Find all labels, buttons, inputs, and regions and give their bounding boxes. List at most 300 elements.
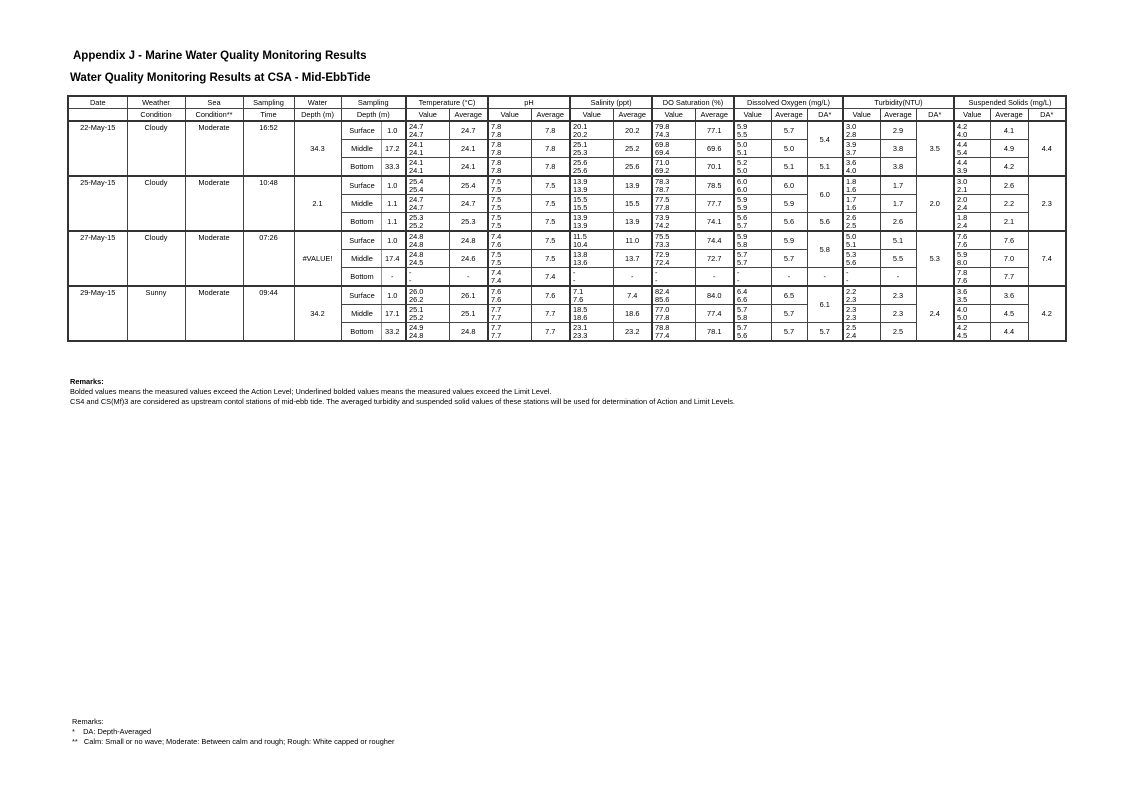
ph-values	[488, 250, 531, 268]
value-reading: 15.5	[573, 202, 588, 212]
temperature-values	[406, 158, 449, 177]
value-reading: 2.5	[846, 322, 857, 332]
value-reading: 75.5	[655, 231, 670, 241]
table-row	[68, 176, 1066, 195]
sampling-level-cell: Middle	[341, 305, 381, 323]
value-reading: 26.2	[409, 294, 424, 304]
value-reading: 5.9	[737, 121, 748, 131]
weather-cell: Cloudy	[127, 121, 185, 176]
header-cell: Depth (m)	[294, 109, 341, 122]
do-saturation-values	[652, 140, 695, 158]
ph-values	[488, 305, 531, 323]
value-reading: 23.1	[573, 322, 588, 332]
value-reading: 5.8	[737, 239, 748, 249]
water-depth-cell: 34.3	[294, 121, 341, 176]
header-cell: Value	[406, 109, 449, 122]
turbidity-average: 3.8	[880, 140, 916, 158]
dissolved-oxygen-values	[734, 231, 771, 250]
sampling-time-cell: 16:52	[243, 121, 294, 176]
water-depth-cell: #VALUE!	[294, 231, 341, 286]
value-reading: 24.7	[409, 202, 424, 212]
salinity-values	[570, 305, 613, 323]
turbidity-average: 2.3	[880, 286, 916, 305]
salinity-values	[570, 268, 613, 287]
temperature-values	[406, 286, 449, 305]
value-reading: 71.0	[655, 157, 670, 167]
do-saturation-values	[652, 305, 695, 323]
date-cell: 25-May-15	[68, 176, 127, 231]
value-reading: 1.6	[846, 202, 857, 212]
turbidity-da: 3.5	[916, 121, 954, 176]
sampling-depth-cell: 1.0	[381, 286, 406, 305]
suspended-solids-average: 4.5	[990, 305, 1028, 323]
sampling-time-cell: 07:26	[243, 231, 294, 286]
do-saturation-average: 77.4	[695, 305, 734, 323]
turbidity-da: 5.3	[916, 231, 954, 286]
temperature-values	[406, 323, 449, 342]
ph-average: 7.5	[531, 176, 570, 195]
turbidity-values	[843, 176, 880, 195]
footnote-line: ** Calm: Small or no wave; Moderate: Between calm and rough; Rough: White capped or rougher	[72, 736, 395, 746]
suspended-solids-average: 4.2	[990, 158, 1028, 177]
value-reading: 7.8	[491, 129, 502, 139]
weather-cell: Cloudy	[127, 231, 185, 286]
sampling-depth-cell: -	[381, 268, 406, 287]
value-reading: 18.6	[573, 312, 588, 322]
temperature-values	[406, 231, 449, 250]
turbidity-values	[843, 286, 880, 305]
value-reading: 11.5	[573, 231, 587, 241]
sampling-depth-cell: 1.0	[381, 176, 406, 195]
sampling-level-cell: Bottom	[341, 213, 381, 232]
temperature-values	[406, 176, 449, 195]
value-reading: 2.2	[846, 286, 857, 296]
do-saturation-values	[652, 286, 695, 305]
header-cell: DA*	[1028, 109, 1066, 122]
date-cell: 22-May-15	[68, 121, 127, 176]
value-reading: 78.7	[655, 184, 670, 194]
dissolved-oxygen-values	[734, 268, 771, 287]
suspended-solids-da: 4.4	[1028, 121, 1066, 176]
sampling-depth-cell: 33.2	[381, 323, 406, 342]
salinity-average: 25.2	[613, 140, 652, 158]
header-row-2	[68, 109, 1066, 122]
header-cell: Dissolved Oxygen (mg/L)	[734, 96, 843, 109]
header-cell: Average	[880, 109, 916, 122]
value-reading: 24.1	[409, 157, 424, 167]
turbidity-values	[843, 195, 880, 213]
value-reading: -	[655, 275, 658, 285]
value-reading: 7.8	[491, 139, 502, 149]
value-reading: 2.3	[846, 304, 857, 314]
header-cell: Value	[488, 109, 531, 122]
do-saturation-average: -	[695, 268, 734, 287]
header-cell: DA*	[916, 109, 954, 122]
value-reading: 7.5	[491, 257, 502, 267]
value-reading: 24.5	[409, 257, 424, 267]
suspended-solids-average: 7.0	[990, 250, 1028, 268]
suspended-solids-values	[954, 305, 990, 323]
salinity-average: 13.9	[613, 176, 652, 195]
header-cell: Average	[531, 109, 570, 122]
ph-values	[488, 213, 531, 232]
value-reading: 10.4	[573, 239, 588, 249]
value-reading: 7.7	[491, 330, 502, 340]
ph-average: 7.5	[531, 213, 570, 232]
value-reading: 4.2	[957, 121, 968, 131]
suspended-solids-average: 2.1	[990, 213, 1028, 232]
value-reading: 24.1	[409, 165, 424, 175]
salinity-average: -	[613, 268, 652, 287]
value-reading: 6.0	[737, 176, 748, 186]
salinity-values	[570, 250, 613, 268]
suspended-solids-da: 7.4	[1028, 231, 1066, 286]
value-reading: 7.4	[491, 231, 502, 241]
temperature-average: 25.4	[449, 176, 488, 195]
value-reading: 85.6	[655, 294, 670, 304]
sampling-depth-cell: 1.0	[381, 121, 406, 140]
value-reading: 4.0	[957, 129, 968, 139]
value-reading: 69.2	[655, 165, 670, 175]
header-cell: Average	[771, 109, 807, 122]
turbidity-values	[843, 231, 880, 250]
value-reading: 77.8	[655, 202, 670, 212]
turbidity-values	[843, 140, 880, 158]
turbidity-values	[843, 268, 880, 287]
value-reading: 7.5	[491, 184, 502, 194]
suspended-solids-average: 4.4	[990, 323, 1028, 342]
dissolved-oxygen-values	[734, 140, 771, 158]
date-cell: 29-May-15	[68, 286, 127, 341]
turbidity-average: 5.5	[880, 250, 916, 268]
footnote-block	[72, 717, 394, 747]
do-saturation-average: 69.6	[695, 140, 734, 158]
value-reading: 18.5	[573, 304, 588, 314]
value-reading: 7.6	[491, 286, 502, 296]
dissolved-oxygen-da-bottom: -	[807, 268, 843, 287]
dissolved-oxygen-da-bottom: 5.7	[807, 323, 843, 342]
value-reading: 72.9	[655, 249, 670, 259]
value-reading: 25.1	[573, 139, 588, 149]
salinity-values	[570, 323, 613, 342]
do-saturation-values	[652, 176, 695, 195]
value-reading: 3.9	[846, 139, 857, 149]
turbidity-average: 2.9	[880, 121, 916, 140]
value-reading: 4.0	[846, 165, 857, 175]
value-reading: 24.1	[409, 147, 424, 157]
value-reading: 77.5	[655, 194, 670, 204]
salinity-values	[570, 176, 613, 195]
temperature-values	[406, 213, 449, 232]
sampling-depth-cell: 17.2	[381, 140, 406, 158]
header-cell: Sampling	[341, 96, 406, 109]
sampling-level-cell: Bottom	[341, 158, 381, 177]
value-reading: 7.6	[957, 275, 968, 285]
ph-average: 7.7	[531, 323, 570, 342]
value-reading: 7.5	[491, 194, 502, 204]
value-reading: 5.6	[737, 330, 748, 340]
value-reading: 5.1	[737, 147, 748, 157]
dissolved-oxygen-values	[734, 305, 771, 323]
header-cell: Suspended Solids (mg/L)	[954, 96, 1066, 109]
sea-condition-cell: Moderate	[185, 121, 243, 176]
temperature-average: 24.6	[449, 250, 488, 268]
value-reading: 15.5	[573, 194, 588, 204]
dissolved-oxygen-average: -	[771, 268, 807, 287]
ph-average: 7.8	[531, 140, 570, 158]
sampling-time-cell: 09:44	[243, 286, 294, 341]
value-reading: 3.7	[846, 147, 857, 157]
value-reading: 73.9	[655, 212, 670, 222]
value-reading: 69.4	[655, 147, 670, 157]
value-reading: 2.4	[846, 330, 857, 340]
value-reading: -	[737, 267, 740, 277]
value-reading: 7.5	[491, 202, 502, 212]
suspended-solids-average: 4.1	[990, 121, 1028, 140]
sea-condition-cell: Moderate	[185, 231, 243, 286]
salinity-average: 7.4	[613, 286, 652, 305]
weather-cell: Cloudy	[127, 176, 185, 231]
page-title: Appendix J - Marine Water Quality Monitoring Results	[73, 50, 367, 62]
turbidity-values	[843, 213, 880, 232]
turbidity-values	[843, 121, 880, 140]
dissolved-oxygen-da: 6.1	[807, 286, 843, 323]
remarks-heading: Remarks:	[70, 377, 104, 386]
ph-values	[488, 195, 531, 213]
value-reading: 2.4	[957, 202, 968, 212]
salinity-average: 18.6	[613, 305, 652, 323]
dissolved-oxygen-values	[734, 286, 771, 305]
value-reading: 7.5	[491, 212, 502, 222]
suspended-solids-values	[954, 213, 990, 232]
turbidity-average: -	[880, 268, 916, 287]
value-reading: 5.7	[737, 257, 748, 267]
do-saturation-values	[652, 268, 695, 287]
value-reading: 7.8	[491, 147, 502, 157]
value-reading: 7.8	[491, 157, 502, 167]
suspended-solids-values	[954, 140, 990, 158]
value-reading: -	[846, 267, 849, 277]
header-cell: Value	[570, 109, 613, 122]
value-reading: 5.7	[737, 322, 748, 332]
sampling-level-cell: Bottom	[341, 323, 381, 342]
suspended-solids-values	[954, 323, 990, 342]
dissolved-oxygen-average: 5.9	[771, 231, 807, 250]
salinity-average: 13.7	[613, 250, 652, 268]
value-reading: 79.8	[655, 121, 670, 131]
salinity-values	[570, 286, 613, 305]
header-cell: Salinity (ppt)	[570, 96, 652, 109]
value-reading: 6.0	[737, 184, 748, 194]
suspended-solids-average: 7.7	[990, 268, 1028, 287]
value-reading: 25.3	[573, 147, 588, 157]
value-reading: 3.6	[957, 286, 968, 296]
value-reading: 7.7	[491, 312, 502, 322]
value-reading: 5.1	[846, 239, 857, 249]
sampling-level-cell: Surface	[341, 121, 381, 140]
dissolved-oxygen-average: 5.9	[771, 195, 807, 213]
dissolved-oxygen-average: 5.1	[771, 158, 807, 177]
suspended-solids-values	[954, 250, 990, 268]
ph-average: 7.5	[531, 195, 570, 213]
salinity-values	[570, 231, 613, 250]
header-cell: Average	[449, 109, 488, 122]
value-reading: 69.8	[655, 139, 670, 149]
sampling-depth-cell: 1.1	[381, 195, 406, 213]
value-reading: 7.8	[491, 165, 502, 175]
ph-values	[488, 121, 531, 140]
header-cell: Sea	[185, 96, 243, 109]
header-cell: Turbidity(NTU)	[843, 96, 954, 109]
temperature-average: -	[449, 268, 488, 287]
turbidity-values	[843, 250, 880, 268]
header-cell: Value	[734, 109, 771, 122]
value-reading: 7.6	[957, 239, 968, 249]
value-reading: 24.8	[409, 231, 424, 241]
value-reading: 7.5	[491, 220, 502, 230]
sea-condition-cell: Moderate	[185, 176, 243, 231]
value-reading: 25.6	[573, 165, 588, 175]
do-saturation-values	[652, 323, 695, 342]
sampling-depth-cell: 33.3	[381, 158, 406, 177]
ph-average: 7.5	[531, 231, 570, 250]
suspended-solids-da: 2.3	[1028, 176, 1066, 231]
dissolved-oxygen-average: 6.5	[771, 286, 807, 305]
ph-average: 7.8	[531, 121, 570, 140]
salinity-values	[570, 140, 613, 158]
suspended-solids-values	[954, 286, 990, 305]
header-cell: Depth (m)	[341, 109, 406, 122]
turbidity-da: 2.4	[916, 286, 954, 341]
ph-average: 7.6	[531, 286, 570, 305]
salinity-values	[570, 121, 613, 140]
value-reading: 24.8	[409, 330, 424, 340]
ph-values	[488, 286, 531, 305]
dissolved-oxygen-values	[734, 176, 771, 195]
salinity-average: 25.6	[613, 158, 652, 177]
header-cell: Temperature (°C)	[406, 96, 488, 109]
sampling-level-cell: Surface	[341, 176, 381, 195]
remarks-line: Bolded values means the measured values exceed the Action Level; Underlined bolded values means the measured values exceed the Limit Level.	[70, 386, 552, 396]
do-saturation-values	[652, 195, 695, 213]
value-reading: 5.9	[737, 194, 748, 204]
suspended-solids-da: 4.2	[1028, 286, 1066, 341]
temperature-average: 24.8	[449, 231, 488, 250]
value-reading: 5.4	[957, 147, 968, 157]
value-reading: 5.0	[957, 312, 968, 322]
value-reading: 23.3	[573, 330, 588, 340]
header-cell: Condition	[127, 109, 185, 122]
value-reading: 82.4	[655, 286, 670, 296]
dissolved-oxygen-da-bottom: 5.6	[807, 213, 843, 232]
value-reading: 5.8	[737, 312, 748, 322]
value-reading: 20.1	[573, 121, 588, 131]
ph-average: 7.8	[531, 158, 570, 177]
dissolved-oxygen-da-bottom: 5.1	[807, 158, 843, 177]
value-reading: -	[846, 275, 849, 285]
header-cell: Value	[954, 109, 990, 122]
value-reading: -	[573, 267, 576, 277]
value-reading: 5.9	[737, 202, 748, 212]
remarks-block	[70, 377, 735, 407]
temperature-average: 24.1	[449, 140, 488, 158]
dissolved-oxygen-values	[734, 250, 771, 268]
table-row	[68, 286, 1066, 305]
value-reading: 5.0	[737, 165, 748, 175]
do-saturation-values	[652, 121, 695, 140]
value-reading: 1.8	[846, 176, 857, 186]
footnote-heading: Remarks:	[72, 717, 104, 726]
value-reading: 74.2	[655, 220, 670, 230]
do-saturation-average: 84.0	[695, 286, 734, 305]
do-saturation-values	[652, 158, 695, 177]
value-reading: 7.7	[491, 304, 502, 314]
value-reading: 7.6	[573, 294, 584, 304]
sampling-time-cell: 10:48	[243, 176, 294, 231]
value-reading: 77.0	[655, 304, 670, 314]
do-saturation-average: 74.1	[695, 213, 734, 232]
salinity-average: 13.9	[613, 213, 652, 232]
header-cell: Average	[990, 109, 1028, 122]
do-saturation-values	[652, 213, 695, 232]
value-reading: 5.9	[957, 249, 968, 259]
ph-average: 7.5	[531, 250, 570, 268]
turbidity-average: 1.7	[880, 195, 916, 213]
value-reading: 5.6	[846, 257, 857, 267]
header-cell: Sampling	[243, 96, 294, 109]
dissolved-oxygen-values	[734, 158, 771, 177]
value-reading: 7.1	[573, 286, 584, 296]
dissolved-oxygen-average: 5.7	[771, 250, 807, 268]
ph-values	[488, 323, 531, 342]
value-reading: 78.3	[655, 176, 670, 186]
temperature-average: 24.7	[449, 121, 488, 140]
header-cell: pH	[488, 96, 570, 109]
ph-average: 7.4	[531, 268, 570, 287]
value-reading: 5.9	[737, 231, 748, 241]
temperature-values	[406, 250, 449, 268]
header-cell: Value	[652, 109, 695, 122]
value-reading: 25.4	[409, 176, 424, 186]
do-saturation-average: 77.7	[695, 195, 734, 213]
date-cell: 27-May-15	[68, 231, 127, 286]
sampling-depth-cell: 1.1	[381, 213, 406, 232]
ph-values	[488, 140, 531, 158]
value-reading: 5.7	[737, 304, 748, 314]
dissolved-oxygen-values	[734, 121, 771, 140]
value-reading: 13.6	[573, 257, 588, 267]
header-cell: Condition**	[185, 109, 243, 122]
sampling-depth-cell: 17.4	[381, 250, 406, 268]
value-reading: 25.4	[409, 184, 424, 194]
sea-condition-cell: Moderate	[185, 286, 243, 341]
value-reading: 1.6	[846, 184, 857, 194]
value-reading: 13.9	[573, 184, 588, 194]
dissolved-oxygen-average: 5.7	[771, 323, 807, 342]
value-reading: 2.3	[846, 312, 857, 322]
value-reading: 4.4	[957, 157, 968, 167]
value-reading: 24.7	[409, 194, 424, 204]
value-reading: 7.4	[491, 275, 502, 285]
ph-values	[488, 268, 531, 287]
value-reading: -	[409, 267, 412, 277]
value-reading: 5.7	[737, 249, 748, 259]
dissolved-oxygen-values	[734, 213, 771, 232]
turbidity-values	[843, 158, 880, 177]
value-reading: 3.0	[957, 176, 968, 186]
value-reading: 7.6	[491, 239, 502, 249]
weather-cell: Sunny	[127, 286, 185, 341]
